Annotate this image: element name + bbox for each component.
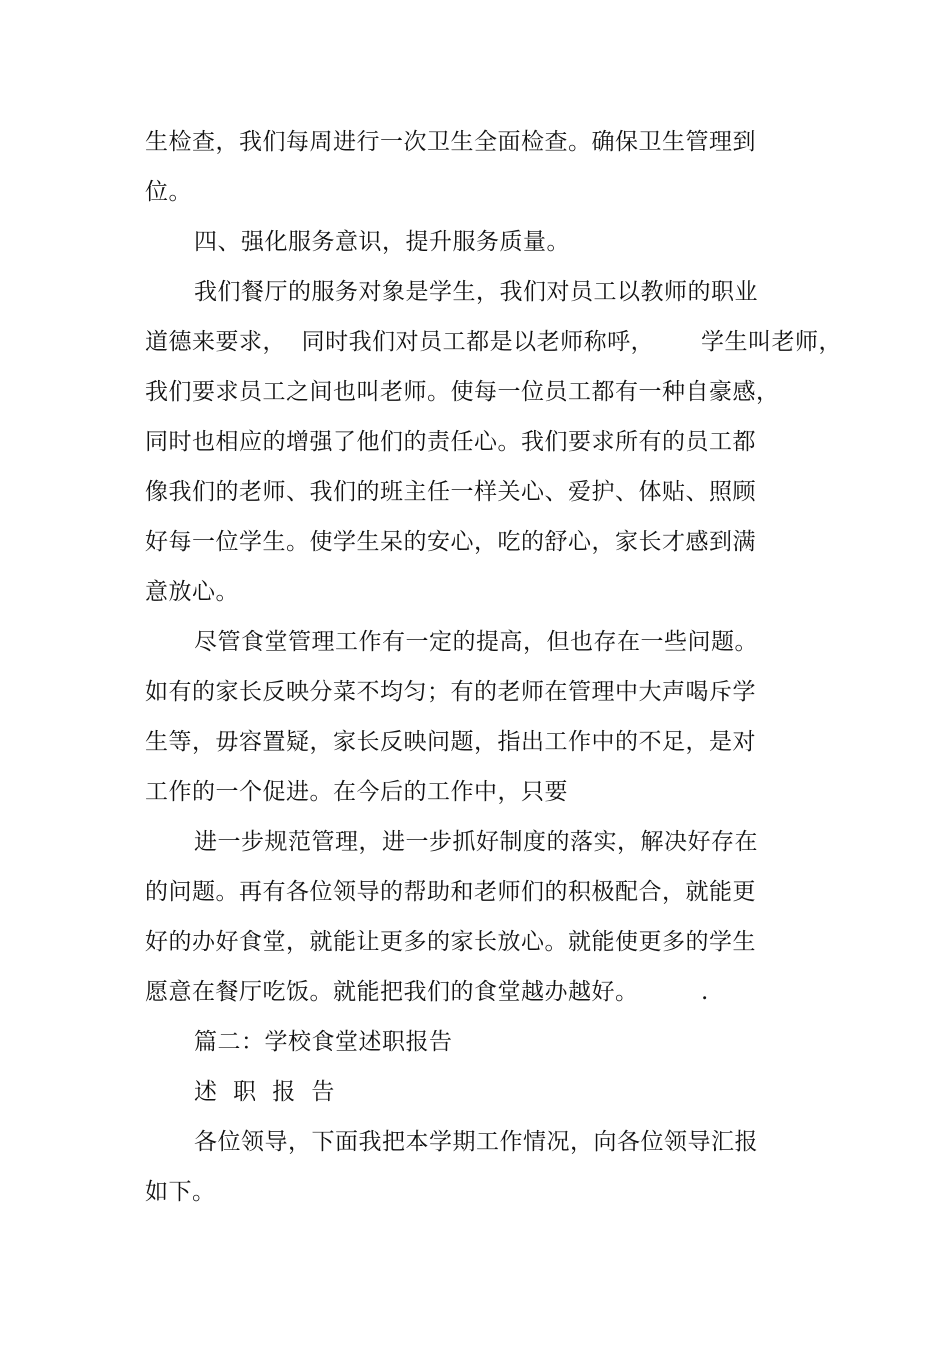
text-line: 我们要求员工之间也叫老师。使每一位员工都有一种自豪感， <box>145 379 780 405</box>
text-line: 各位领导，下面我把本学期工作情况，向各位领导汇报 <box>194 1129 758 1155</box>
text-line: 进一步规范管理，进一步抓好制度的落实，解决好存在 <box>194 829 758 855</box>
text-line: 如有的家长反映分菜不均匀；有的老师在管理中大声喝斥学 <box>145 679 756 705</box>
text-line: 我们餐厅的服务对象是学生，我们对员工以教师的职业 <box>194 279 758 305</box>
section-heading: 四、强化服务意识，提升服务质量。 <box>194 229 570 255</box>
text-line: 愿意在餐厅吃饭。就能把我们的食堂越办越好。 . <box>145 979 709 1005</box>
article-title: 篇二：学校食堂述职报告 <box>194 1029 453 1055</box>
text-line: 生检查，我们每周进行一次卫生全面检查。确保卫生管理到 <box>145 129 756 155</box>
text-line: 的问题。再有各位领导的帮助和老师们的积极配合，就能更 <box>145 879 756 905</box>
text-line: 如下。 <box>145 1179 216 1205</box>
text-line: 工作的一个促进。在今后的工作中，只要 <box>145 779 568 805</box>
text-line: 道德来要求， 同时我们对员工都是以老师称呼， 学生叫老师， <box>145 329 842 355</box>
text-line: 像我们的老师、我们的班主任一样关心、爱护、体贴、照顾 <box>145 479 756 505</box>
text-line: 尽管食堂管理工作有一定的提高，但也存在一些问题。 <box>194 629 758 655</box>
text-line: 同时也相应的增强了他们的责任心。我们要求所有的员工都 <box>145 429 756 455</box>
text-line: 好的办好食堂，就能让更多的家长放心。就能使更多的学生 <box>145 929 756 955</box>
text-line: 好每一位学生。使学生呆的安心，吃的舒心，家长才感到满 <box>145 529 756 555</box>
report-heading: 述 职 报 告 <box>194 1079 335 1105</box>
text-line: 意放心。 <box>145 579 239 605</box>
text-line: 生等，毋容置疑，家长反映问题，指出工作中的不足，是对 <box>145 729 756 755</box>
text-line: 位。 <box>145 179 192 205</box>
